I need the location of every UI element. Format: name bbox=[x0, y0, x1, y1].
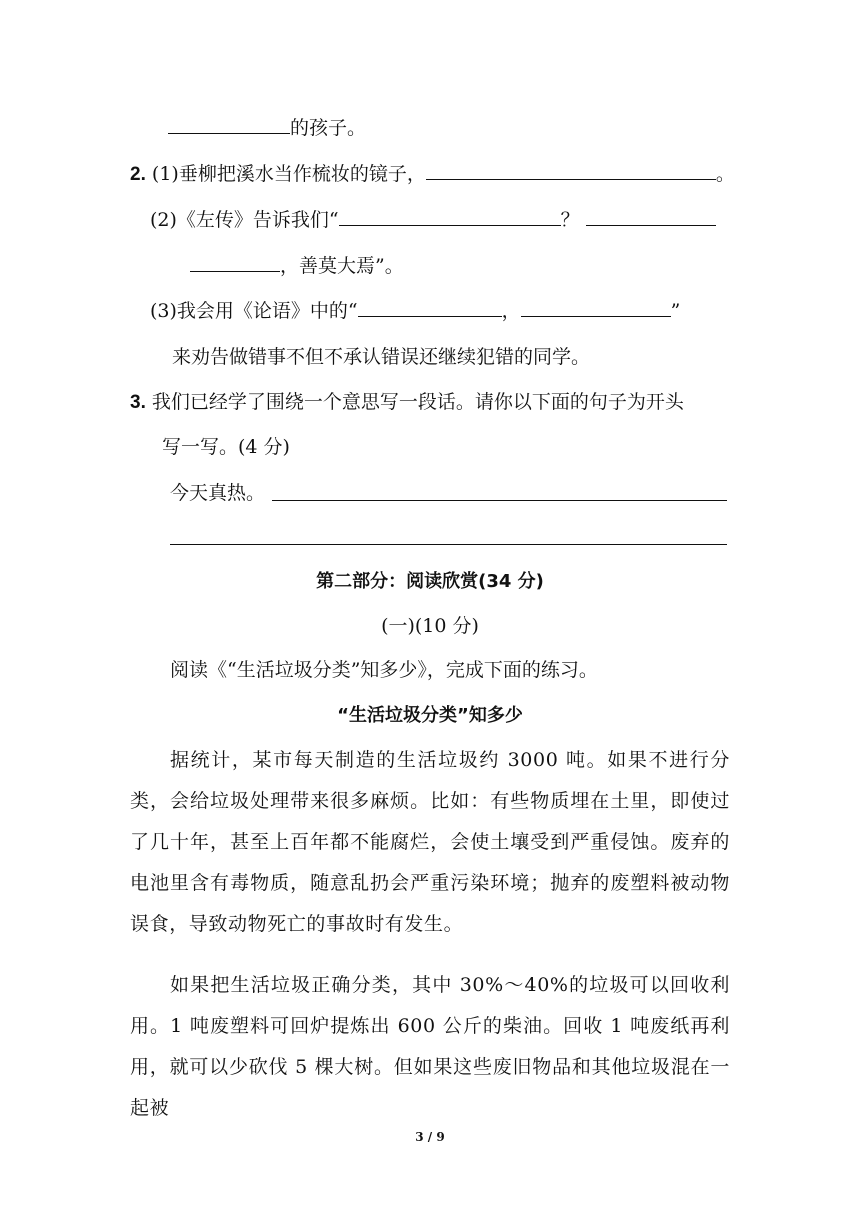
q2-part1-end: 。 bbox=[715, 163, 735, 185]
q2-part1-label: (1)垂柳把溪水当作梳妆的镜子， bbox=[151, 163, 426, 185]
q2-part2-end: ，善莫大焉”。 bbox=[280, 255, 404, 277]
q3-starter: 今天真热。 bbox=[170, 482, 266, 504]
part2-title: 第二部分：阅读欣赏(34 分) bbox=[316, 571, 544, 592]
writing-line[interactable] bbox=[170, 544, 727, 545]
answer-blank[interactable] bbox=[339, 207, 561, 226]
question-number: 2. bbox=[130, 164, 146, 185]
q1-tail-text: 的孩子。 bbox=[290, 117, 367, 139]
q2-part3-line2: 来劝告做错事不但不承认错误还继续犯错的同学。 bbox=[172, 346, 591, 368]
article-paragraph-2: 如果把生活垃圾正确分类，其中 30%～40%的垃圾可以回收利用。1 吨废塑料可回炉提炼出 600 公斤的柴油。回收 1 吨废纸再利用，就可以少砍伐 5 棵大树。但如果这些废旧物品和其他垃圾混在一起被 bbox=[130, 974, 730, 1119]
writing-line[interactable] bbox=[272, 500, 727, 501]
article-paragraph-1: 据统计，某市每天制造的生活垃圾约 3000 吨。如果不进行分类，会给垃圾处理带来很多麻烦。比如：有些物质埋在土里，即使过了几十年，甚至上百年都不能腐烂，会使土壤受到严重侵蚀。废弃的电池里含有毒物质，随意乱扔会严重污染环境；抛弃的废塑料被动物误食，导致动物死亡的事故时有发生。 bbox=[130, 749, 730, 935]
answer-blank[interactable] bbox=[586, 207, 716, 226]
q2-part1-line bbox=[130, 161, 735, 188]
reading-instruction: 阅读《“生活垃圾分类”知多少》，完成下面的练习。 bbox=[170, 659, 598, 681]
answer-blank[interactable] bbox=[168, 115, 290, 134]
answer-blank[interactable] bbox=[190, 253, 280, 272]
q3-starter-line bbox=[170, 480, 265, 506]
q2-part2-line2 bbox=[190, 253, 404, 279]
q2-part2-mid: ？ bbox=[560, 209, 580, 231]
q3-line2: 写一写。(4 分) bbox=[162, 436, 290, 458]
answer-blank[interactable] bbox=[358, 298, 502, 317]
answer-blank[interactable] bbox=[521, 298, 671, 317]
answer-blank[interactable] bbox=[426, 161, 716, 180]
q3-prompt: 我们已经学了围绕一个意思写一段话。请你以下面的句子为开头 bbox=[151, 391, 684, 413]
article-title: “生活垃圾分类”知多少 bbox=[337, 705, 523, 726]
section-heading: (一)(10 分) bbox=[381, 615, 479, 637]
q2-part3-label: (3)我会用《论语》中的“ bbox=[150, 300, 358, 322]
q2-part2-label: (2)《左传》告诉我们“ bbox=[150, 209, 339, 231]
q2-part2-line bbox=[150, 207, 716, 233]
page-number: 3 / 9 bbox=[415, 1130, 445, 1144]
q3-line1 bbox=[130, 389, 684, 416]
q2-part3-end: ” bbox=[670, 300, 681, 322]
q1-tail-line bbox=[168, 115, 366, 141]
question-number: 3. bbox=[130, 392, 146, 413]
q2-part3-mid: ， bbox=[501, 300, 521, 322]
q2-part3-line bbox=[150, 298, 680, 324]
